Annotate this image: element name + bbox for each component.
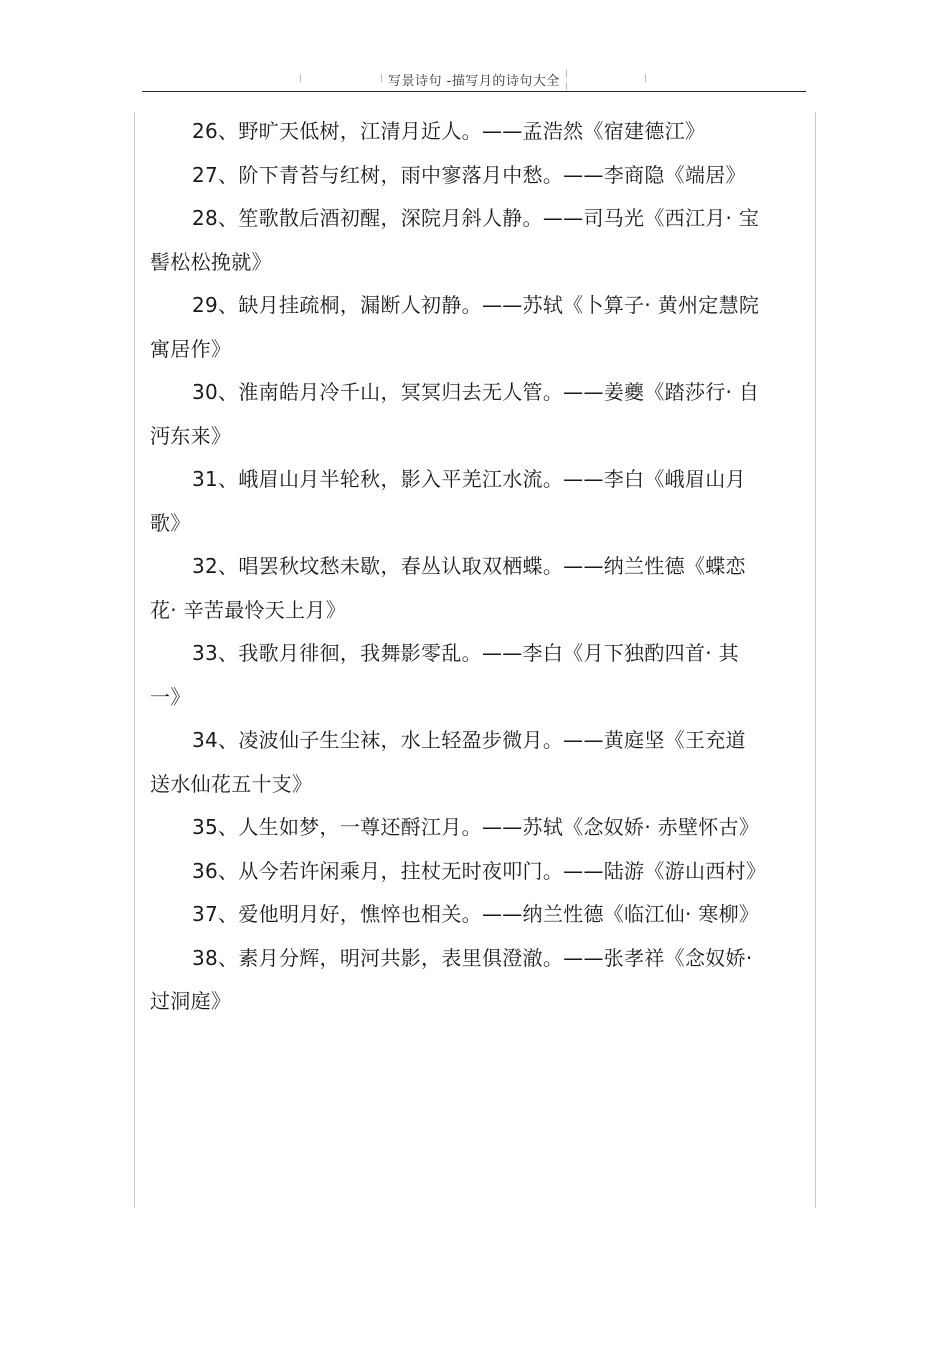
list-item: 38、素月分辉，明河共影，表里俱澄澈。——张孝祥《念奴娇· 过洞庭》 — [150, 945, 753, 1013]
header-tick-mark — [566, 82, 567, 90]
list-item: 33、我歌月徘徊，我舞影零乱。——李白《月下独酌四首· 其一》 — [150, 641, 739, 709]
left-margin-line — [134, 112, 135, 1208]
list-item: 37、爱他明月好，憔悴也相关。——纳兰性德《临江仙· 寒柳》 — [192, 902, 760, 926]
header-tick-mark — [566, 70, 567, 78]
right-margin-line — [815, 112, 816, 1208]
page-header — [0, 62, 950, 92]
list-item: 31、峨眉山月半轮秋，影入平羌江水流。——李白《峨眉山月歌》 — [150, 467, 746, 535]
list-item: 27、阶下青苔与红树，雨中寥落月中愁。——李商隐《端居》 — [192, 162, 746, 187]
poem-list — [150, 110, 767, 1024]
list-item: 32、唱罢秋坟愁未歇，春丛认取双栖蝶。——纳兰性德《蝶恋花· 辛苦最怜天上月》 — [150, 554, 746, 622]
list-item: 30、淮南皓月冷千山，冥冥归去无人管。——姜夔《踏莎行· 自沔东来》 — [150, 380, 760, 448]
header-rule — [142, 91, 806, 92]
list-item: 29、缺月挂疏桐，漏断人初静。——苏轼《卜算子· 黄州定慧院寓居作》 — [150, 293, 760, 361]
list-item: 36、从今若许闲乘月，拄杖无时夜叩门。——陆游《游山西村》 — [192, 858, 767, 883]
list-item: 28、笙歌散后酒初醒，深院月斜人静。——司马光《西江月· 宝髻松松挽就》 — [150, 206, 760, 274]
header-tick-mark — [645, 74, 646, 82]
header-tick-mark — [381, 74, 382, 82]
header-tick-mark — [300, 74, 301, 82]
list-item: 35、人生如梦，一尊还酹江月。——苏轼《念奴娇· 赤壁怀古》 — [192, 815, 760, 839]
list-item: 26、野旷天低树，江清月近人。——孟浩然《宿建德江》 — [192, 119, 706, 143]
header-title: 写景诗句 -描写月的诗句大全 — [388, 74, 560, 89]
list-item: 34、凌波仙子生尘袜，水上轻盈步微月。——黄庭坚《王充道送水仙花五十支》 — [150, 728, 746, 796]
